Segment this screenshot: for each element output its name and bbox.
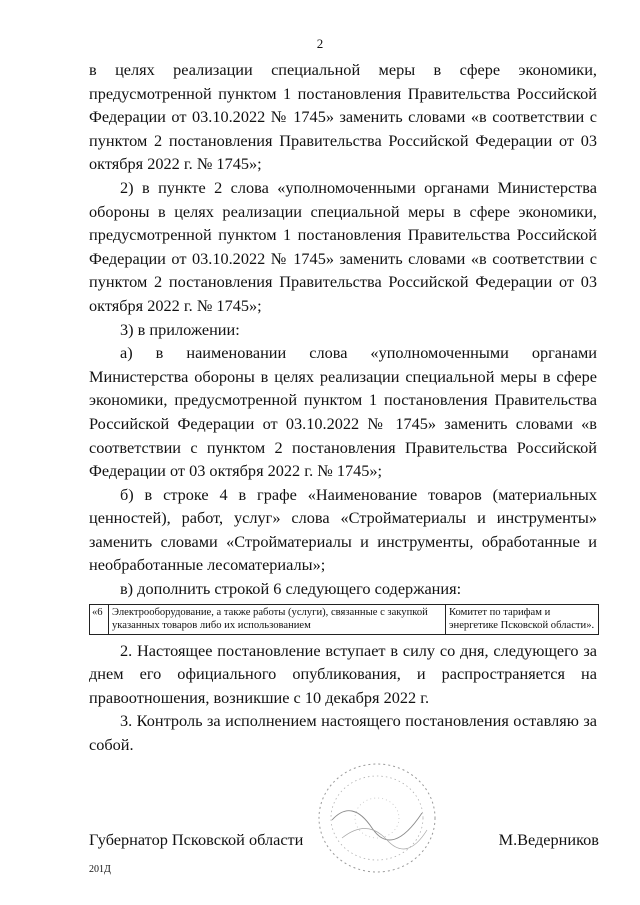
- seal-stamp-icon: [312, 758, 442, 878]
- row-number-cell: «6: [90, 604, 109, 634]
- signatory-name: М.Ведерников: [498, 830, 599, 849]
- document-code: 201Д: [89, 864, 111, 875]
- paragraph-section-3: 3. Контроль за исполнением настоящего постановления оставляю за собой.: [89, 711, 597, 755]
- inserted-row-table: [89, 604, 599, 635]
- paragraph-item-3: 3) в приложении:: [120, 319, 240, 339]
- paragraph-subitem-a: а) в наименовании слова «уполномоченными органами Министерства обороны в целях реализации специальной меры в сфере экономики, предусмотренной пунктом 1 постановления Правительства Российской Федерации от 03.10.2022 № 1745» заменить словами «в соответствии с пунктом 2 постановления Правительства Российской Федерации от 03 октября 2022 г. № 1745»;: [89, 343, 597, 481]
- document-body: [89, 58, 597, 757]
- signatory-position: Губернатор Псковской области: [89, 830, 304, 849]
- paragraph-item-2: 2) в пункте 2 слова «уполномоченными органами Министерства обороны в целях реализации специальной меры в сфере экономики, предусмотренной пунктом 1 постановления Правительства Российской Федерации от 03.10.2022 № 1745» заменить словами «в соответствии с пунктом 2 постановления Правительства Российской Федерации от 03 октября 2022 г. № 1745»;: [89, 177, 597, 315]
- row-description-cell: Электрооборудование, а также работы (услуги), связанные с закупкой указанных товаров либо их использованием: [109, 604, 446, 634]
- table-row: [90, 604, 599, 634]
- page-number: 2: [316, 36, 324, 51]
- paragraph-subitem-b: б) в строке 4 в графе «Наименование товаров (материальных ценностей), работ, услуг» слова «Стройматериалы и инструменты» заменить словами «Стройматериалы и инструменты, обработанные и необработанные лесоматериалы»;: [89, 484, 597, 575]
- paragraph-section-2: 2. Настоящее постановление вступает в силу со дня, следующего за днем его официального опубликования, и распространяется на правоотношения, возникшие с 10 декабря 2022 г.: [89, 640, 597, 707]
- paragraph-subitem-v: в) дополнить строкой 6 следующего содержания:: [120, 579, 462, 599]
- official-seal: [312, 758, 442, 878]
- paragraph-continuation: в целях реализации специальной меры в сфере экономики, предусмотренной пунктом 1 постановления Правительства Российской Федерации от 03.10.2022 № 1745» заменить словами «в соответствии с пунктом 2 постановления Правительства Российской Федерации от 03 октября 2022 г. № 1745»;: [89, 60, 597, 174]
- row-authority-cell: Комитет по тарифам и энергетике Псковской области».: [446, 604, 599, 634]
